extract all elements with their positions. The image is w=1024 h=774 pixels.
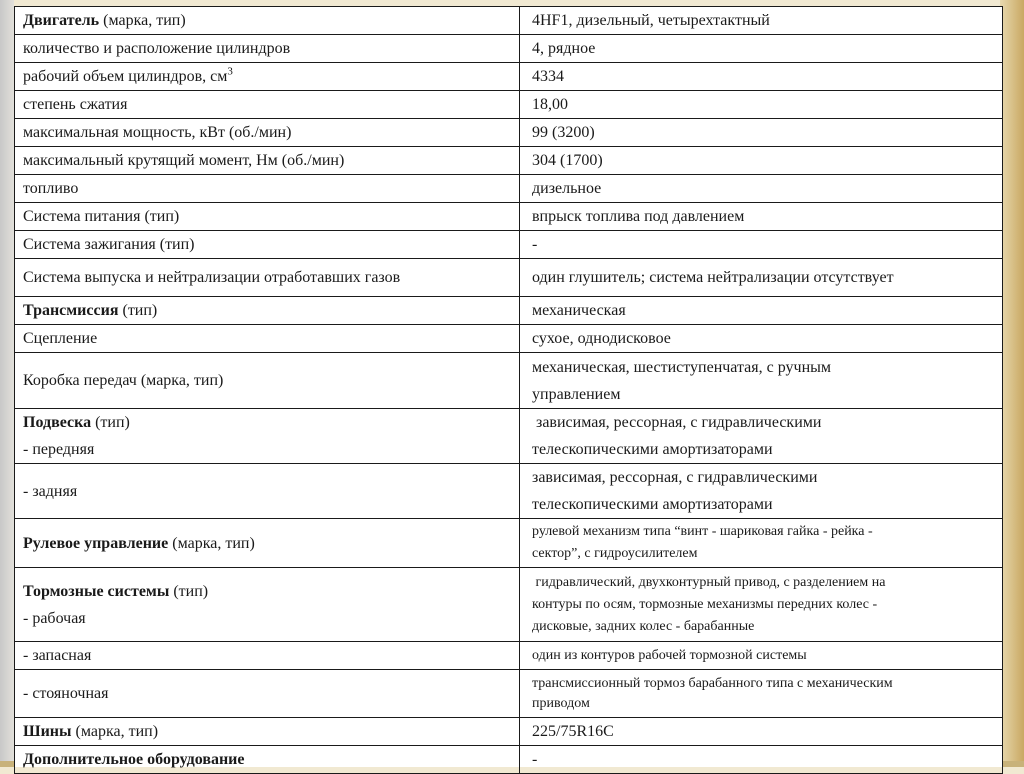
row-label-line2: - рабочая xyxy=(23,609,86,627)
row-value xyxy=(520,464,1003,519)
specification-table xyxy=(14,6,1003,774)
row-value: механическая xyxy=(520,297,1003,325)
row-label-bold: Шины xyxy=(23,723,72,740)
row-value: один глушитель; система нейтрализации отсутствует xyxy=(520,259,1003,297)
table-row xyxy=(15,231,1003,259)
row-value: - xyxy=(520,746,1003,774)
row-label: Сцепление xyxy=(15,325,520,353)
row-value: 99 (3200) xyxy=(520,119,1003,147)
row-value-line: механическая, шестиступенчатая, с ручным xyxy=(532,358,832,376)
row-value-line: приводом xyxy=(532,695,590,711)
row-value: сухое, однодисковое xyxy=(520,325,1003,353)
row-value-line: дисковые, задних колес - барабанные xyxy=(532,618,755,634)
row-value: один из контуров рабочей тормозной системы xyxy=(520,642,1003,670)
row-label: Система выпуска и нейтрализации отработавших газов xyxy=(15,259,520,297)
table-row xyxy=(15,175,1003,203)
table-row xyxy=(15,568,1003,642)
row-label xyxy=(15,297,520,325)
row-label xyxy=(15,7,520,35)
row-label: степень сжатия xyxy=(15,91,520,119)
row-label xyxy=(15,519,520,568)
table-row xyxy=(15,147,1003,175)
row-label xyxy=(15,63,520,91)
table-row xyxy=(15,670,1003,718)
row-label-bold: Трансмиссия xyxy=(23,302,119,319)
table-row xyxy=(15,119,1003,147)
slide-right-edge xyxy=(1000,0,1024,767)
table-row xyxy=(15,325,1003,353)
table-row xyxy=(15,203,1003,231)
row-label: максимальная мощность, кВт (об./мин) xyxy=(15,119,520,147)
row-value: 304 (1700) xyxy=(520,147,1003,175)
row-value: 4334 xyxy=(520,63,1003,91)
row-label: Система зажигания (тип) xyxy=(15,231,520,259)
table-row xyxy=(15,718,1003,746)
row-value: 4, рядное xyxy=(520,35,1003,63)
table-row xyxy=(15,642,1003,670)
row-label xyxy=(15,746,520,774)
row-value-line: телескопическими амортизаторами xyxy=(532,441,773,458)
row-label-text: рабочий объем цилиндров, см xyxy=(23,68,228,85)
row-value-line: контуры по осям, тормозные механизмы передних колес - xyxy=(532,596,878,612)
row-label-rest: (марка, тип) xyxy=(71,723,159,740)
row-value xyxy=(520,409,1003,464)
table-row xyxy=(15,746,1003,774)
table-row xyxy=(15,7,1003,35)
row-label: количество и расположение цилиндров xyxy=(15,35,520,63)
row-value xyxy=(520,353,1003,409)
row-label-bold: Рулевое управление xyxy=(23,534,169,552)
row-value: впрыск топлива под давлением xyxy=(520,203,1003,231)
table-row xyxy=(15,297,1003,325)
table-row xyxy=(15,353,1003,409)
row-value-line: гидравлический, двухконтурный привод, с разделением на xyxy=(532,574,886,590)
row-label: Коробка передач (марка, тип) xyxy=(15,353,520,409)
table-row xyxy=(15,63,1003,91)
row-label: максимальный крутящий момент, Нм (об./мин) xyxy=(15,147,520,175)
row-label: - задняя xyxy=(15,464,520,519)
row-label-bold: Подвеска xyxy=(23,414,92,431)
row-value xyxy=(520,670,1003,718)
row-label-rest: (тип) xyxy=(118,302,158,319)
row-value-line: сектор”, с гидроусилителем xyxy=(532,546,698,561)
row-label-rest: (марка, тип) xyxy=(99,12,186,29)
row-value: 225/75R16C xyxy=(520,718,1003,746)
table-row xyxy=(15,409,1003,464)
row-label-rest: (марка, тип) xyxy=(168,534,255,552)
row-label-bold: Тормозные системы xyxy=(23,582,170,600)
row-value-line: зависимая, рессорная, с гидравлическими xyxy=(532,414,822,431)
table-row xyxy=(15,519,1003,568)
row-value-line: рулевой механизм типа “винт - шариковая гайка - рейка - xyxy=(532,524,873,539)
row-label xyxy=(15,718,520,746)
row-label: - запасная xyxy=(15,642,520,670)
table-row xyxy=(15,35,1003,63)
row-value-line: управлением xyxy=(532,385,621,403)
row-label-rest: (тип) xyxy=(91,414,130,431)
row-label-rest: (тип) xyxy=(169,582,209,600)
table-row xyxy=(15,91,1003,119)
row-value: 18,00 xyxy=(520,91,1003,119)
row-label: топливо xyxy=(15,175,520,203)
row-label xyxy=(15,409,520,464)
row-value: - xyxy=(520,231,1003,259)
table-row xyxy=(15,259,1003,297)
row-label-bold: Двигатель xyxy=(23,12,100,29)
row-value xyxy=(520,568,1003,642)
row-value-line: трансмиссионный тормоз барабанного типа с механическим xyxy=(532,675,893,691)
row-label-line2: - передняя xyxy=(23,441,95,458)
spec-sheet xyxy=(14,6,1002,767)
row-value-line: телескопическими амортизаторами xyxy=(532,496,773,513)
row-value: 4HF1, дизельный, четырехтактный xyxy=(520,7,1003,35)
slide-left-edge xyxy=(0,0,14,767)
row-label-bold: Дополнительное оборудование xyxy=(23,751,245,768)
row-value: дизельное xyxy=(520,175,1003,203)
row-value-line: зависимая, рессорная, с гидравлическими xyxy=(532,469,818,486)
row-value xyxy=(520,519,1003,568)
row-label-superscript: 3 xyxy=(227,65,233,78)
row-label xyxy=(15,568,520,642)
row-label: Система питания (тип) xyxy=(15,203,520,231)
table-row xyxy=(15,464,1003,519)
row-label: - стояночная xyxy=(15,670,520,718)
